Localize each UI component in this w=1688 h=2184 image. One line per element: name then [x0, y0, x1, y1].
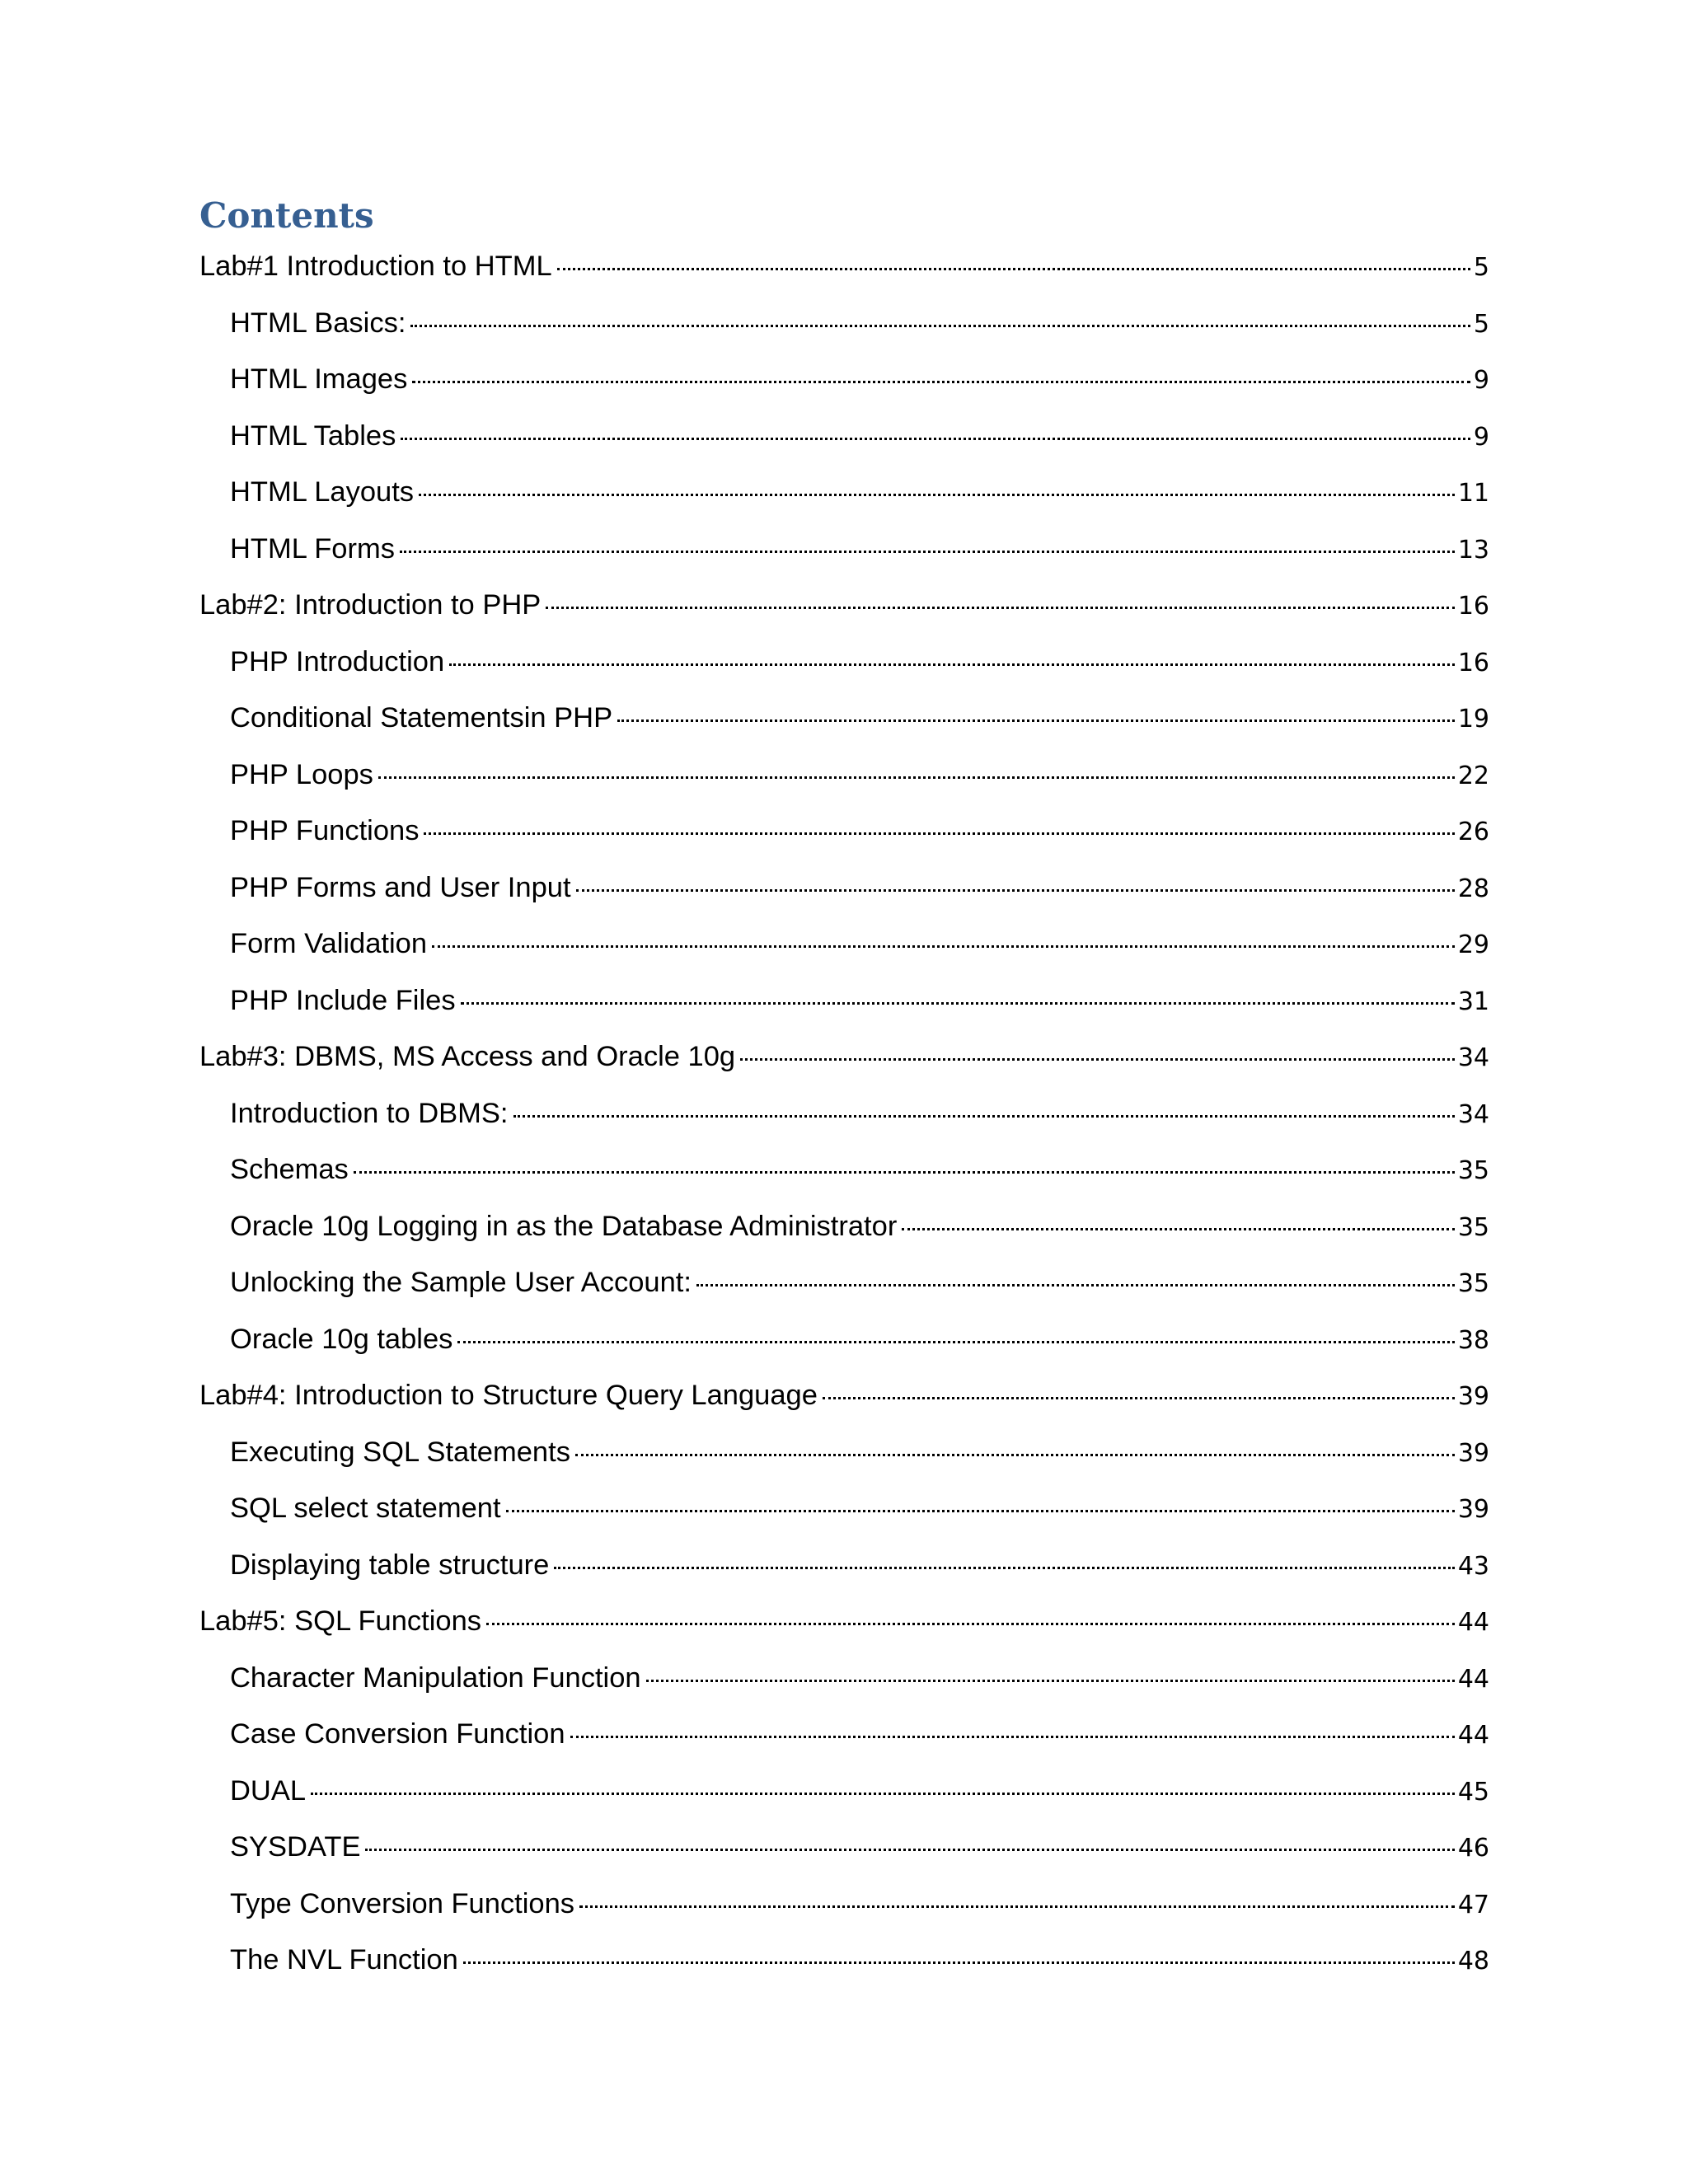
toc-entry-section[interactable]: [199, 417, 1489, 474]
toc-dot-leader: [554, 1567, 1454, 1569]
toc-entry-text: Oracle 10g tables: [230, 1323, 453, 1355]
toc-entry-page-number: 46: [1457, 1834, 1489, 1863]
toc-entry-text: Conditional Statementsin PHP: [230, 702, 613, 733]
toc-entry-page-number: 19: [1457, 705, 1489, 733]
toc-dot-leader: [740, 1058, 1455, 1061]
toc-entry-page-number: 43: [1457, 1551, 1489, 1581]
toc-dot-leader: [513, 1115, 1455, 1118]
toc-entry-text: The NVL Function: [230, 1944, 458, 1975]
toc-entry-text: PHP Introduction: [230, 645, 445, 677]
toc-entry-page-number: 39: [1457, 1495, 1489, 1524]
toc-dot-leader: [354, 1171, 1455, 1174]
toc-entry-section[interactable]: [199, 699, 1489, 756]
toc-entry-text: DUAL: [230, 1774, 307, 1807]
toc-entry-section[interactable]: [199, 812, 1489, 869]
toc-entry-text: HTML Images: [230, 363, 408, 395]
toc-entry-chapter[interactable]: [199, 247, 1489, 304]
toc-dot-leader: [617, 719, 1455, 722]
toc-entry-section[interactable]: [199, 304, 1489, 361]
toc-entry-section[interactable]: [199, 1151, 1489, 1207]
toc-entry-section[interactable]: [199, 925, 1489, 982]
toc-entry-text: HTML Forms: [230, 532, 395, 565]
toc-entry-text: Case Conversion Function: [230, 1718, 565, 1750]
toc-entry-page-number: 13: [1457, 535, 1489, 565]
toc-entry-page-number: 44: [1457, 1664, 1489, 1694]
toc-dot-leader: [378, 776, 1455, 779]
toc-entry-page-number: 35: [1457, 1212, 1489, 1242]
toc-dot-leader: [570, 1736, 1455, 1738]
toc-entry-text: HTML Tables: [230, 419, 396, 452]
toc-entry-page-number: 45: [1457, 1777, 1489, 1807]
toc-entry-section[interactable]: [199, 1828, 1489, 1885]
toc-dot-leader: [557, 268, 1470, 270]
toc-entry-page-number: 34: [1457, 1099, 1489, 1129]
toc-entry-text: Schemas: [230, 1154, 349, 1185]
toc-entry-text: SQL select statement: [230, 1493, 501, 1524]
toc-dot-leader: [410, 325, 1470, 327]
toc-dot-leader: [461, 1002, 1455, 1005]
toc-entry-text: Character Manipulation Function: [230, 1661, 641, 1694]
toc-title: Contents: [199, 195, 374, 236]
toc-entry-page-number: 39: [1457, 1382, 1489, 1411]
toc-entry-text: Lab#5: SQL Functions: [199, 1605, 482, 1637]
toc-dot-leader: [506, 1510, 1455, 1512]
toc-list: [199, 247, 1489, 1998]
toc-entry-text: Lab#1 Introduction to HTML: [199, 251, 552, 282]
toc-entry-text: PHP Functions: [230, 815, 420, 846]
toc-dot-leader: [424, 832, 1454, 835]
toc-entry-section[interactable]: [199, 1546, 1489, 1603]
toc-entry-page-number: 16: [1457, 648, 1489, 677]
toc-entry-page-number: 44: [1457, 1608, 1489, 1637]
toc-entry-section[interactable]: [199, 473, 1489, 530]
toc-entry-section[interactable]: [199, 360, 1489, 417]
toc-dot-leader: [401, 438, 1470, 440]
toc-entry-text: Lab#2: Introduction to PHP: [199, 589, 542, 621]
toc-entry-text: Unlocking the Sample User Account:: [230, 1267, 692, 1298]
toc-dot-leader: [696, 1284, 1455, 1286]
toc-entry-chapter[interactable]: [199, 586, 1489, 643]
toc-entry-text: Displaying table structure: [230, 1549, 550, 1581]
toc-entry-page-number: 34: [1457, 1043, 1489, 1072]
toc-dot-leader: [463, 1961, 1455, 1964]
toc-entry-section[interactable]: [199, 1772, 1489, 1829]
toc-entry-page-number: 9: [1473, 366, 1489, 395]
toc-entry-text: PHP Forms and User Input: [230, 871, 571, 903]
toc-entry-chapter[interactable]: [199, 1602, 1489, 1659]
toc-entry-text: Executing SQL Statements: [230, 1436, 570, 1468]
toc-entry-page-number: 31: [1457, 987, 1489, 1016]
toc-entry-page-number: 29: [1457, 930, 1489, 959]
toc-entry-chapter[interactable]: [199, 1038, 1489, 1094]
toc-entry-text: Form Validation: [230, 928, 428, 959]
toc-dot-leader: [546, 607, 1455, 609]
toc-dot-leader: [457, 1341, 1454, 1343]
toc-entry-page-number: 39: [1457, 1438, 1489, 1468]
toc-dot-leader: [823, 1397, 1455, 1399]
toc-entry-section[interactable]: [199, 1320, 1489, 1377]
toc-entry-page-number: 11: [1457, 479, 1489, 508]
toc-entry-section[interactable]: [199, 756, 1489, 813]
toc-entry-section[interactable]: [199, 1941, 1489, 1998]
toc-entry-page-number: 44: [1457, 1721, 1489, 1750]
toc-entry-text: Oracle 10g Logging in as the Database Administrator: [230, 1210, 898, 1242]
toc-entry-text: Type Conversion Functions: [230, 1887, 575, 1919]
toc-entry-page-number: 47: [1457, 1890, 1489, 1919]
toc-entry-section[interactable]: [199, 530, 1489, 587]
toc-entry-text: HTML Basics:: [230, 307, 406, 339]
toc-dot-leader: [449, 663, 1455, 666]
toc-entry-text: PHP Loops: [230, 758, 373, 790]
toc-entry-section[interactable]: [199, 1207, 1489, 1264]
toc-dot-leader: [579, 1905, 1455, 1908]
toc-entry-text: SYSDATE: [230, 1831, 361, 1863]
toc-entry-section[interactable]: [199, 982, 1489, 1038]
toc-entry-section[interactable]: [199, 643, 1489, 700]
toc-dot-leader: [365, 1849, 1454, 1851]
toc-entry-text: Introduction to DBMS:: [230, 1097, 509, 1129]
toc-entry-text: HTML Layouts: [230, 476, 415, 508]
toc-entry-section[interactable]: [199, 1659, 1489, 1716]
toc-dot-leader: [575, 1454, 1455, 1456]
toc-entry-page-number: 5: [1473, 253, 1489, 282]
toc-entry-page-number: 22: [1457, 761, 1489, 790]
toc-entry-section[interactable]: [199, 1885, 1489, 1942]
toc-entry-section[interactable]: [199, 1489, 1489, 1546]
toc-entry-section[interactable]: [199, 1715, 1489, 1772]
toc-entry-section[interactable]: [199, 1433, 1489, 1490]
toc-entry-page-number: 35: [1457, 1156, 1489, 1185]
toc-dot-leader: [902, 1228, 1454, 1230]
toc-entry-page-number: 16: [1457, 592, 1489, 621]
toc-entry-section[interactable]: [199, 1094, 1489, 1151]
toc-entry-page-number: 35: [1457, 1269, 1489, 1298]
toc-dot-leader: [311, 1793, 1455, 1795]
toc-entry-text: PHP Include Files: [230, 984, 456, 1016]
toc-entry-page-number: 48: [1457, 1947, 1489, 1975]
toc-entry-text: Lab#3: DBMS, MS Access and Oracle 10g: [199, 1041, 736, 1072]
toc-entry-page-number: 28: [1457, 874, 1489, 903]
toc-dot-leader: [412, 381, 1470, 383]
toc-dot-leader: [646, 1680, 1455, 1682]
toc-entry-page-number: 5: [1473, 309, 1489, 339]
toc-dot-leader: [400, 551, 1455, 553]
toc-dot-leader: [576, 889, 1455, 892]
toc-entry-section[interactable]: [199, 1263, 1489, 1320]
toc-entry-text: Lab#4: Introduction to Structure Query Language: [199, 1380, 818, 1411]
toc-entry-section[interactable]: [199, 869, 1489, 926]
toc-entry-chapter[interactable]: [199, 1376, 1489, 1433]
toc-dot-leader: [419, 494, 1455, 496]
toc-entry-page-number: 38: [1457, 1325, 1489, 1355]
toc-dot-leader: [432, 945, 1455, 948]
toc-dot-leader: [486, 1623, 1455, 1625]
toc-entry-page-number: 26: [1457, 818, 1489, 846]
toc-entry-page-number: 9: [1473, 422, 1489, 452]
